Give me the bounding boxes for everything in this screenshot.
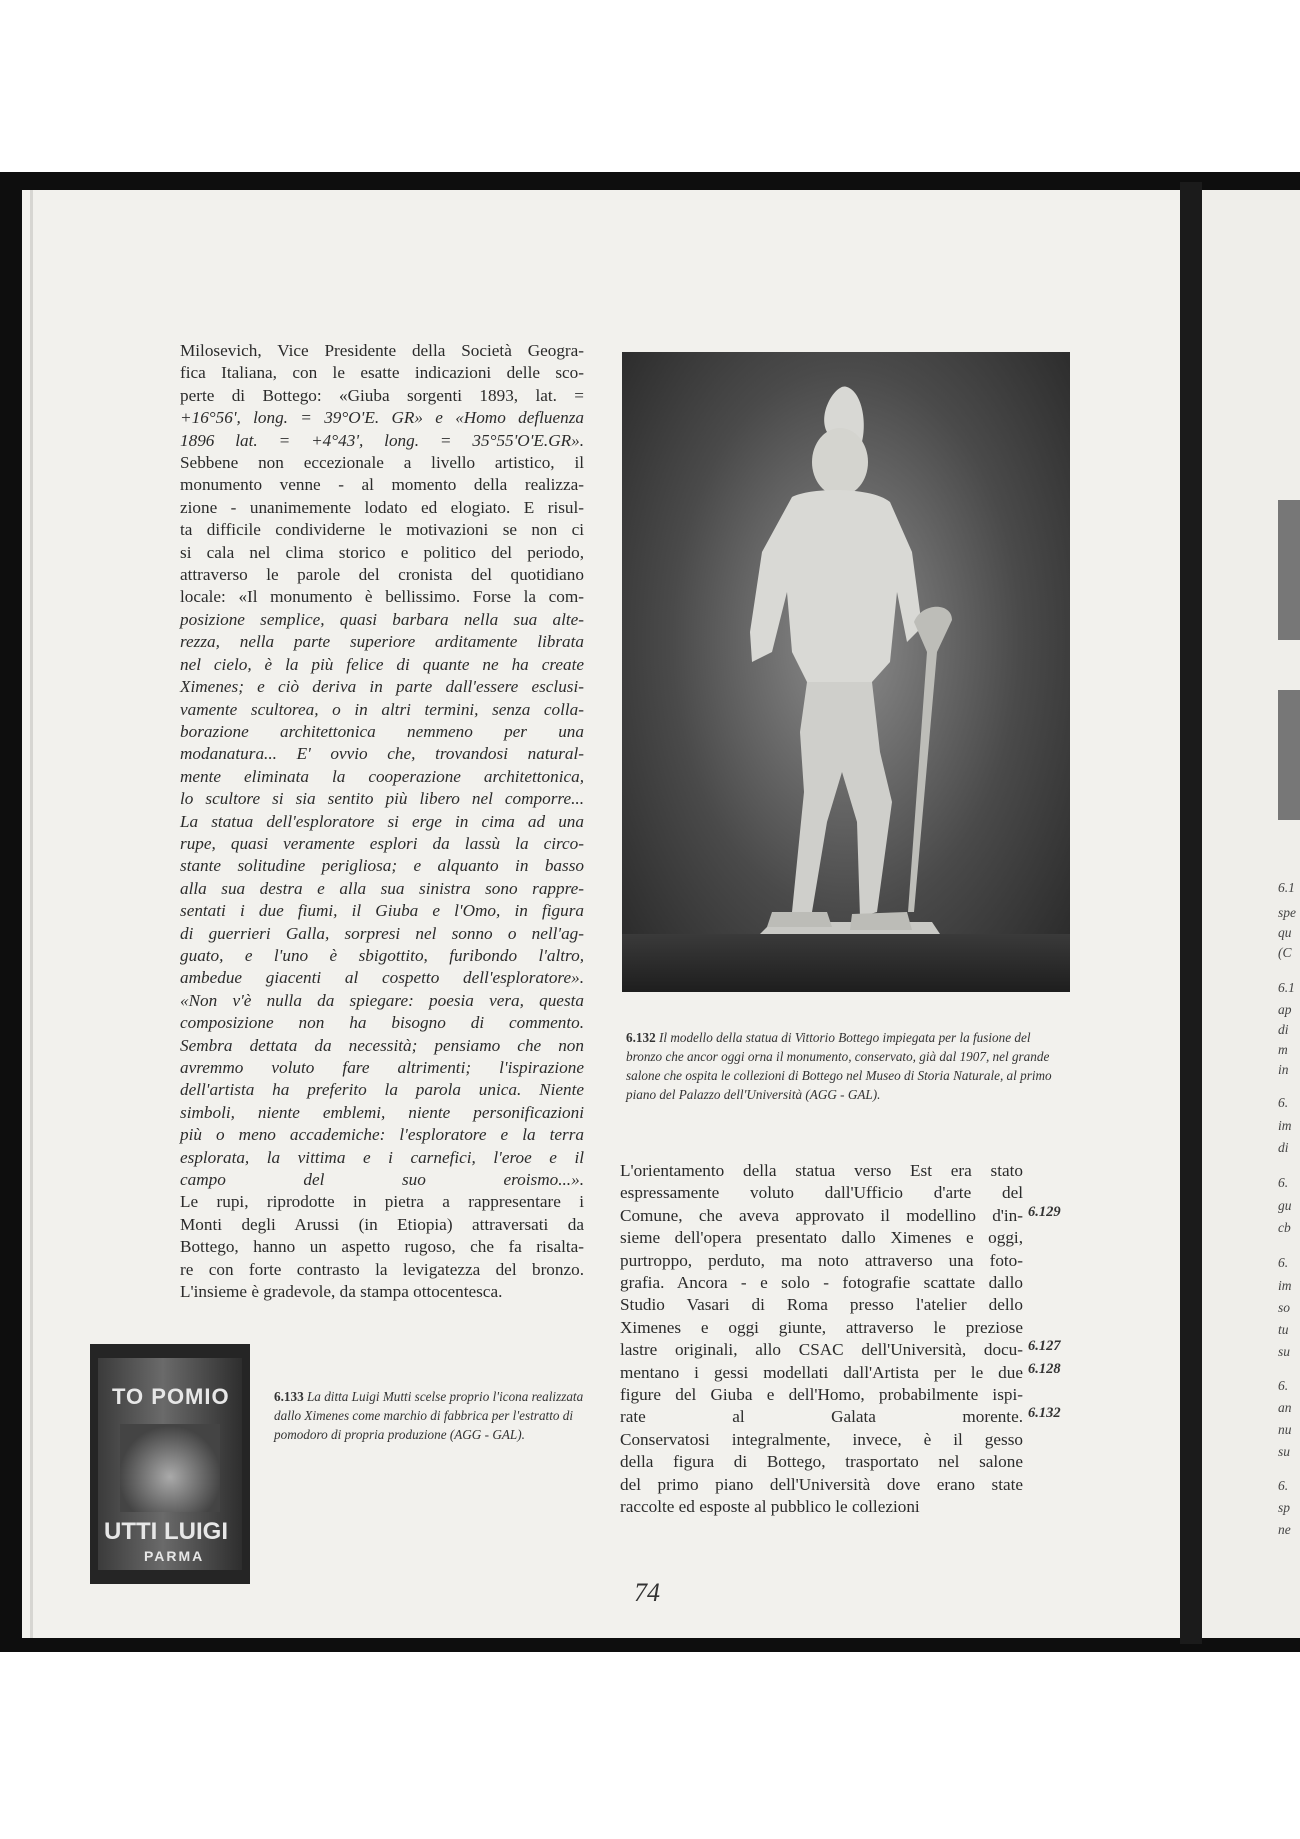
next-page-fragment: ne [1278, 1522, 1291, 1537]
left-column-line: Bottego, hanno un aspetto rugoso, che fa risalta- [180, 1237, 584, 1257]
right-column-line: Studio Vasari di Roma presso l'atelier dello [620, 1295, 1023, 1315]
can-caption [274, 1387, 596, 1444]
left-column-line: «Non v'è nulla da spiegare: poesia vera, questa [180, 990, 584, 1010]
next-page-fragment: nu [1278, 1422, 1292, 1437]
can-label-brand: UTTI LUIGI [104, 1518, 228, 1545]
left-column-line: locale: «Il monumento è bellissimo. Forse la com- [180, 587, 584, 607]
left-column-line: monumento venne - al momento della realizza- [180, 475, 584, 495]
right-column-line: della figura di Bottego, trasportato nel salone [620, 1452, 1023, 1472]
right-column-line: Comune, che aveva approvato il modellino d'in- [620, 1205, 1023, 1225]
next-page-fragment: 6.1 [1278, 980, 1295, 995]
next-page-fragment: in [1278, 1062, 1289, 1077]
left-column-line: ambedue giacenti al cospetto dell'esploratore». [180, 968, 584, 988]
left-column-line: Sembra dettata da necessità; pensiamo che non [180, 1035, 584, 1055]
next-page-fragment: 6. [1278, 1095, 1289, 1110]
right-column-line: espressamente voluto dall'Ufficio d'arte del [620, 1183, 1023, 1203]
left-column-line: Monti degli Arussi (in Etiopia) attraversati da [180, 1214, 584, 1234]
next-page-fragment: 6. [1278, 1175, 1289, 1190]
can-emblem [120, 1424, 220, 1512]
next-page-fragment: an [1278, 1400, 1292, 1415]
page-crease [30, 190, 33, 1638]
next-page-fragment: su [1278, 1344, 1291, 1359]
right-column-line: del primo piano dell'Università dove erano state [620, 1474, 1023, 1494]
next-page-fragment: di [1278, 1140, 1289, 1155]
statue-photo-shadow [622, 934, 1070, 992]
tomato-can-photo [90, 1344, 250, 1584]
left-column-line: guato, e l'uno è sbigottito, furibondo l'altro, [180, 945, 584, 965]
can-label-top: TO POMIO [112, 1384, 230, 1409]
left-column-line: borazione architettonica nemmeno per una [180, 721, 584, 741]
next-page-fragment: di [1278, 1022, 1289, 1037]
left-column-line: Milosevich, Vice Presidente della Società Geogra- [180, 341, 584, 360]
left-column-line: dell'artista ha preferito la parola unica. Niente [180, 1080, 584, 1100]
right-column-line: lastre originali, allo CSAC dell'Università, docu- [620, 1340, 1023, 1360]
right-column-line: mentano i gessi modellati dall'Artista per le due [620, 1362, 1023, 1382]
statue-caption [626, 1028, 1066, 1104]
right-column-line: sieme dell'opera presentato dallo Ximenes e oggi, [620, 1228, 1023, 1248]
left-column-line: di guerrieri Galla, sorpresi nel sonno o nell'ag- [180, 923, 584, 943]
next-page-fragment: cb [1278, 1220, 1291, 1235]
left-column-line: simboli, niente emblemi, niente personificazioni [180, 1102, 584, 1122]
next-page-fragment: 6. [1278, 1255, 1289, 1270]
next-page-fragment: sp [1278, 1500, 1291, 1515]
next-page-fragment: im [1278, 1278, 1292, 1293]
next-page-fragment: ap [1278, 1002, 1292, 1017]
right-column-line: L'orientamento della statua verso Est era stato [620, 1161, 1023, 1180]
left-text-column [180, 340, 584, 1303]
left-column-line: ta difficile condividerne le motivazioni se non ci [180, 520, 584, 540]
right-column-line: Conservatosi integralmente, invece, è il gesso [620, 1429, 1023, 1449]
left-column-line: modanatura... E' ovvio che, trovandosi natural- [180, 744, 584, 764]
left-column-line: campo del suo eroismo...». [180, 1170, 584, 1190]
can-caption-number: 6.133 [274, 1389, 304, 1404]
left-column-line: posizione semplice, quasi barbara nella sua alte- [180, 609, 584, 629]
left-column-line: si cala nel clima storico e politico del periodo, [180, 542, 584, 562]
next-page-fragment: qu [1278, 925, 1292, 940]
right-text-column [620, 1160, 1023, 1519]
left-column-line: re con forte contrasto la levigatezza del bronzo. [180, 1259, 584, 1279]
left-column-line: Sebbene non eccezionale a livello artistico, il [180, 453, 584, 473]
left-column-line: Ximenes; e ciò deriva in parte dall'essere esclusi- [180, 677, 584, 697]
margin-ref-6-129: 6.129 [1028, 1204, 1061, 1220]
left-column-line: composizione non ha bisogno di commento. [180, 1013, 584, 1033]
next-page-fragment: (C [1278, 945, 1292, 960]
next-page-fragment: m [1278, 1042, 1288, 1057]
left-column-line: Le rupi, riprodotte in pietra a rappresentare i [180, 1192, 584, 1212]
left-column-line: alla sua destra e alla sua sinistra sono rappre- [180, 878, 584, 898]
next-page-fragment: su [1278, 1444, 1291, 1459]
statue-photo [622, 352, 1070, 992]
margin-ref-6-132: 6.132 [1028, 1405, 1061, 1421]
left-column-line: esplorata, la vittima e i carnefici, l'eroe e il [180, 1147, 584, 1167]
next-page-fragment: so [1278, 1300, 1291, 1315]
left-column-line: nel cielo, è la più felice di quante ne ha create [180, 654, 584, 674]
statue-caption-number: 6.132 [626, 1030, 656, 1045]
next-page-fragment: 6.1 [1278, 880, 1295, 895]
left-column-line: lo scultore si sia sentito più libero nel comporre... [180, 789, 584, 809]
right-column-line: raccolte ed esposte al pubblico le collezioni [620, 1497, 920, 1517]
next-page-fragment: im [1278, 1118, 1292, 1133]
left-column-line: fica Italiana, con le esatte indicazioni delle sco- [180, 363, 584, 383]
next-page-fragment: 6. [1278, 1378, 1289, 1393]
statue-caption-text: Il modello della statua di Vittorio Bottego impiegata per la fusione del bronzo che ancor oggi orna il monumento, conservato, già dal 1907, nel grande salone che ospita le collezioni di Bottego nel Museo di Storia Naturale, al primo piano del Palazzo dell'Università (AGG - GAL). [626, 1030, 1052, 1102]
left-column-line: 1896 lat. = +4°43', long. = 35°55'O'E.GR». [180, 430, 584, 450]
left-column-line: sentati i due fiumi, il Giuba e l'Omo, in figura [180, 901, 584, 921]
next-page-fragment: gu [1278, 1198, 1292, 1213]
next-page-fragment: 6. [1278, 1478, 1289, 1493]
left-column-line: La statua dell'esploratore si erge in cima ad una [180, 811, 584, 831]
left-column-line: mente eliminata la cooperazione architettonica, [180, 766, 584, 786]
next-page-fragment: spe [1278, 905, 1296, 920]
next-page-photo-1 [1278, 500, 1300, 640]
left-column-line: zione - unanimemente lodato ed elogiato. E risul- [180, 497, 584, 517]
book-spine [1180, 182, 1202, 1644]
statue-figure-image [622, 352, 1070, 992]
left-column-line: rupe, quasi veramente esplori da lassù la circo- [180, 833, 584, 853]
left-column-line: vamente scultorea, o in altri termini, senza colla- [180, 699, 584, 719]
can-label-city: PARMA [144, 1548, 205, 1564]
can-caption-text: La ditta Luigi Mutti scelse proprio l'icona realizzata dallo Ximenes come marchio di fabbrica per l'estratto di pomodoro di propria produzione (AGG - GAL). [274, 1389, 584, 1442]
left-column-line: perte di Bottego: «Giuba sorgenti 1893, lat. = [180, 385, 584, 405]
left-column-line: stante solitudine perigliosa; e alquanto in basso [180, 856, 584, 876]
next-page-photo-2 [1278, 690, 1300, 820]
margin-ref-6-127: 6.127 [1028, 1338, 1061, 1354]
margin-ref-6-128: 6.128 [1028, 1361, 1061, 1377]
next-page-fragment: tu [1278, 1322, 1289, 1337]
left-column-line: +16°56', long. = 39°O'E. GR» e «Homo defluenza [180, 408, 584, 428]
right-column-line: Ximenes e oggi giunte, attraverso le preziose [620, 1317, 1023, 1337]
right-column-line: rate al Galata morente. [620, 1407, 1023, 1427]
left-column-line: attraverso le parole del cronista del quotidiano [180, 565, 584, 585]
left-column-line: L'insieme è gradevole, da stampa ottocentesca. [180, 1282, 503, 1302]
left-column-line: rezza, nella parte superiore arditamente librata [180, 632, 584, 652]
left-column-line: avremmo voluto fare altrimenti; l'ispirazione [180, 1058, 584, 1077]
page-number: 74 [634, 1578, 660, 1607]
right-column-line: purtroppo, perduto, ma noto attraverso una foto- [620, 1250, 1023, 1270]
right-column-line: figure del Giuba e dell'Homo, probabilmente ispi- [620, 1385, 1023, 1405]
left-column-line: più o meno accademiche: l'esploratore e la terra [180, 1125, 584, 1145]
right-column-line: grafia. Ancora - e solo - fotografie scattate dallo [620, 1273, 1023, 1293]
